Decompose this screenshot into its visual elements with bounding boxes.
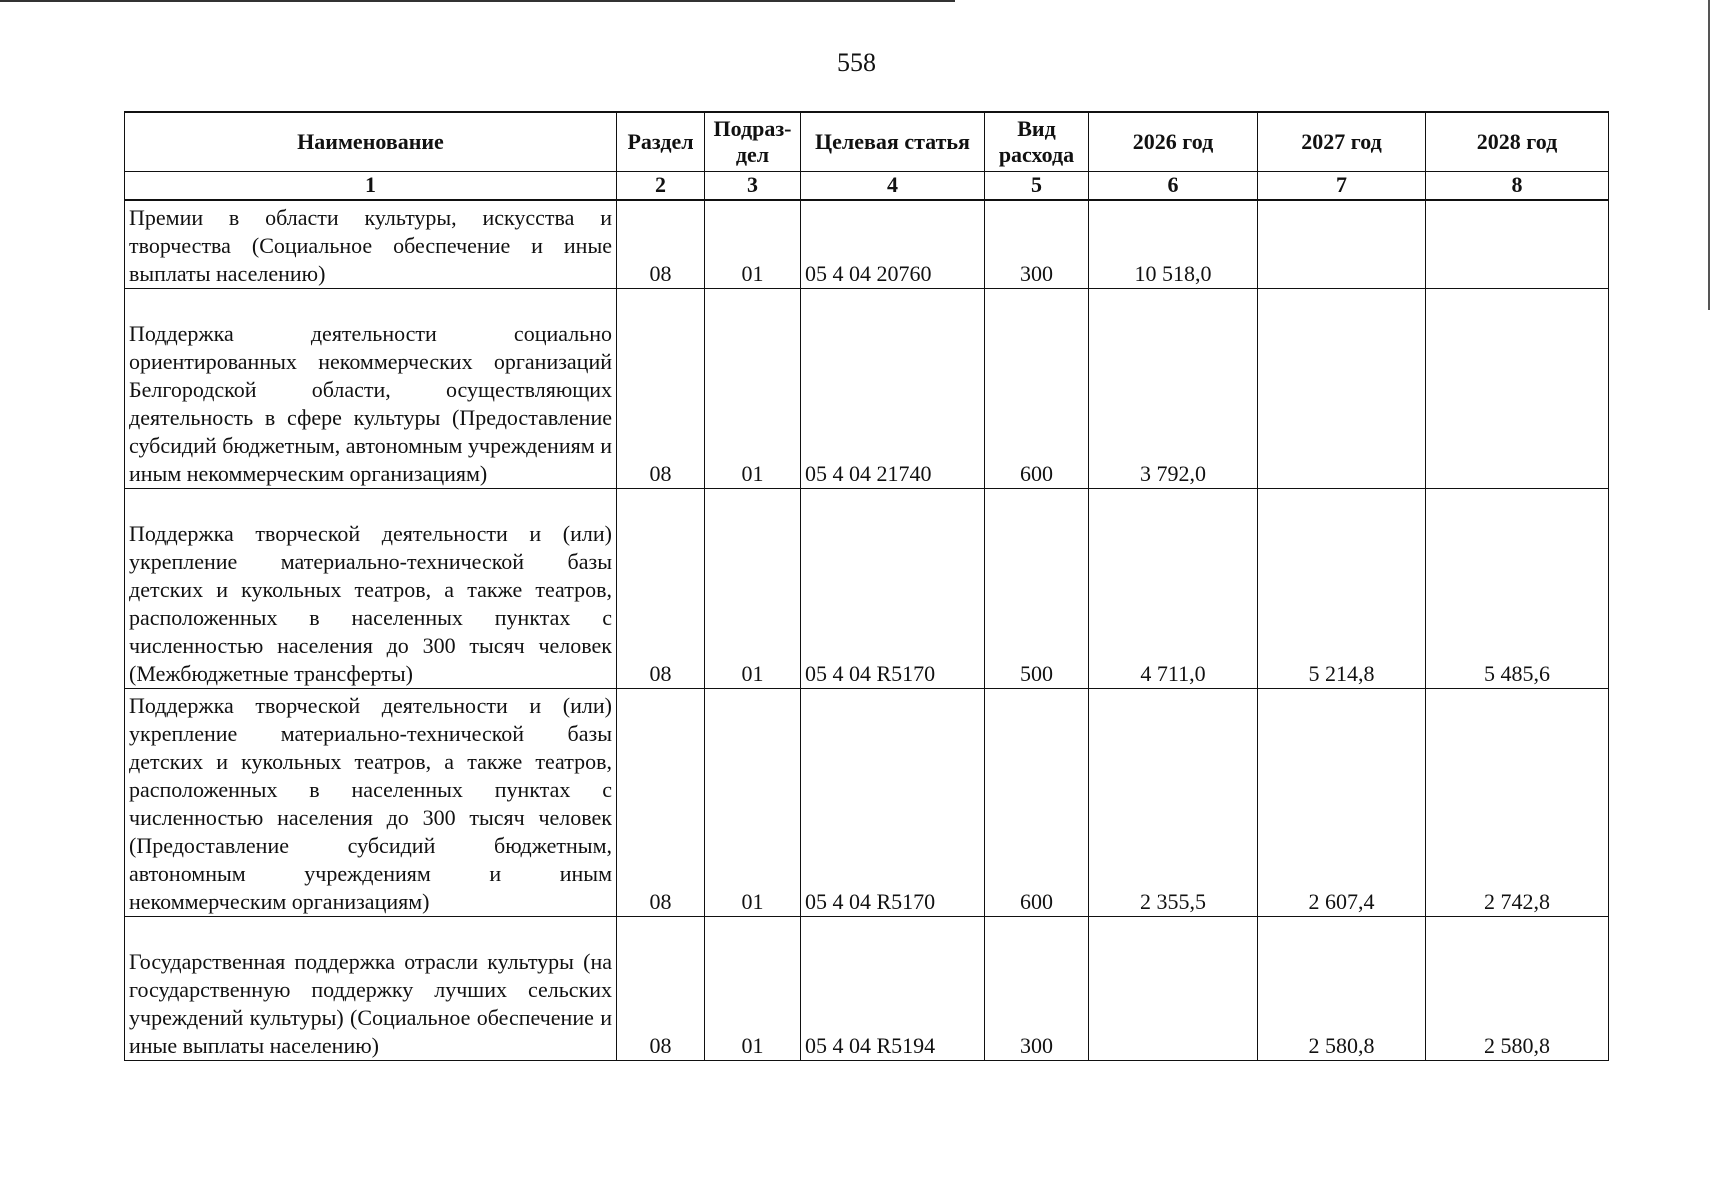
row-amount-2026: 2 355,5 xyxy=(1089,688,1258,916)
row-vid-rashoda: 600 xyxy=(985,688,1089,916)
header-name: Наименование xyxy=(125,112,617,171)
row-vid-rashoda: 500 xyxy=(985,488,1089,688)
row-celevaya-statya: 05 4 04 20760 xyxy=(801,200,985,288)
column-number: 3 xyxy=(705,171,801,200)
row-vid-rashoda: 300 xyxy=(985,200,1089,288)
row-amount-2026: 3 792,0 xyxy=(1089,288,1258,488)
row-amount-2026 xyxy=(1089,916,1258,1060)
row-amount-2028 xyxy=(1426,288,1609,488)
row-amount-2027: 5 214,8 xyxy=(1258,488,1426,688)
row-name: Поддержка творческой деятельности и (или) укрепление материально-технической базы детских и кукольных театров, а также театров, расположенных в населенных пунктах с численностью населения до 300 тысяч человек (Межбюджетные трансферты) xyxy=(125,488,617,688)
right-edge-rule xyxy=(1708,0,1710,310)
row-amount-2027: 2 580,8 xyxy=(1258,916,1426,1060)
table-row xyxy=(125,688,1609,916)
column-number: 6 xyxy=(1089,171,1258,200)
row-podrazdel: 01 xyxy=(705,688,801,916)
table-row xyxy=(125,288,1609,488)
column-number: 1 xyxy=(125,171,617,200)
column-number-row xyxy=(125,171,1609,200)
column-number: 4 xyxy=(801,171,985,200)
row-amount-2027 xyxy=(1258,200,1426,288)
row-name: Поддержка творческой деятельности и (или) укрепление материально-технической базы детских и кукольных театров, а также театров, расположенных в населенных пунктах с численностью населения до 300 тысяч человек (Предоставление субсидий бюджетным, автономным учреждениям и иным некоммерческим организациям) xyxy=(125,688,617,916)
header-razdel: Раздел xyxy=(617,112,705,171)
table-row xyxy=(125,200,1609,288)
row-razdel: 08 xyxy=(617,488,705,688)
row-amount-2027 xyxy=(1258,288,1426,488)
row-vid-rashoda: 600 xyxy=(985,288,1089,488)
row-podrazdel: 01 xyxy=(705,200,801,288)
row-name: Премии в области культуры, искусства и творчества (Социальное обеспечение и иные выплаты населению) xyxy=(125,200,617,288)
row-amount-2026: 4 711,0 xyxy=(1089,488,1258,688)
row-podrazdel: 01 xyxy=(705,916,801,1060)
page-number: 558 xyxy=(837,48,876,77)
row-celevaya-statya: 05 4 04 R5194 xyxy=(801,916,985,1060)
row-celevaya-statya: 05 4 04 R5170 xyxy=(801,688,985,916)
header-row xyxy=(125,112,1609,171)
budget-table xyxy=(124,111,1609,1061)
row-celevaya-statya: 05 4 04 21740 xyxy=(801,288,985,488)
row-amount-2028: 5 485,6 xyxy=(1426,488,1609,688)
row-podrazdel: 01 xyxy=(705,488,801,688)
row-vid-rashoda: 300 xyxy=(985,916,1089,1060)
row-amount-2027: 2 607,4 xyxy=(1258,688,1426,916)
column-number: 2 xyxy=(617,171,705,200)
table-row xyxy=(125,488,1609,688)
row-name: Поддержка деятельности социально ориентированных некоммерческих организаций Белгородской области, осуществляющих деятельность в сфере культуры (Предоставление субсидий бюджетным, автономным учреждениям и иным некоммерческим организациям) xyxy=(125,288,617,488)
row-razdel: 08 xyxy=(617,916,705,1060)
top-edge-rule xyxy=(0,0,955,2)
row-amount-2026: 10 518,0 xyxy=(1089,200,1258,288)
row-razdel: 08 xyxy=(617,688,705,916)
header-2026: 2026 год xyxy=(1089,112,1258,171)
row-razdel: 08 xyxy=(617,200,705,288)
header-2028: 2028 год xyxy=(1426,112,1609,171)
column-number: 8 xyxy=(1426,171,1609,200)
table-row xyxy=(125,916,1609,1060)
header-celevaya-statya: Целевая статья xyxy=(801,112,985,171)
header-2027: 2027 год xyxy=(1258,112,1426,171)
row-podrazdel: 01 xyxy=(705,288,801,488)
column-number: 7 xyxy=(1258,171,1426,200)
row-celevaya-statya: 05 4 04 R5170 xyxy=(801,488,985,688)
row-amount-2028: 2 742,8 xyxy=(1426,688,1609,916)
row-name: Государственная поддержка отрасли культуры (на государственную поддержку лучших сельских учреждений культуры) (Социальное обеспечение и иные выплаты населению) xyxy=(125,916,617,1060)
row-amount-2028 xyxy=(1426,200,1609,288)
column-number: 5 xyxy=(985,171,1089,200)
row-amount-2028: 2 580,8 xyxy=(1426,916,1609,1060)
header-vid-rashoda: Вид расхода xyxy=(985,112,1089,171)
header-podrazdel: Подраз-дел xyxy=(705,112,801,171)
row-razdel: 08 xyxy=(617,288,705,488)
